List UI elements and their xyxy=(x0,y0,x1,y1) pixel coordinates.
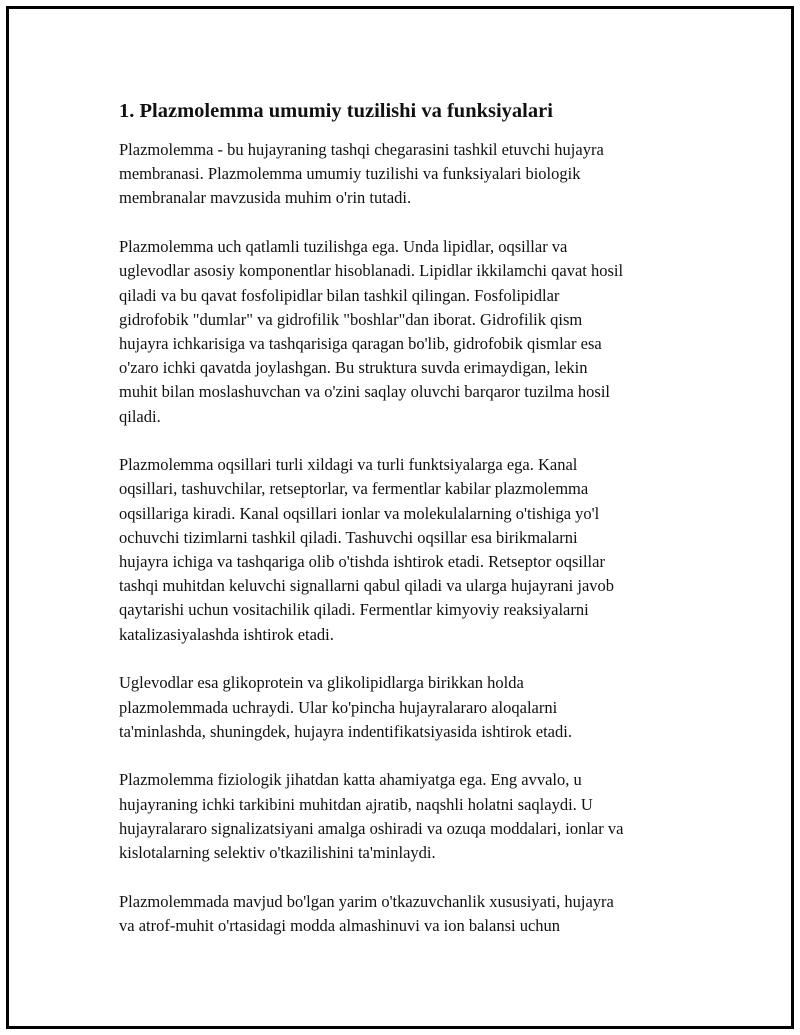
text-line: muhit bilan moslashuvchan va o'zini saqlay oluvchi barqaror tuzilma hosil xyxy=(119,382,610,402)
text-line: katalizasiyalashda ishtirok etadi. xyxy=(119,624,334,644)
text-line: hujayralararo signalizatsiyani amalga oshiradi va ozuqa moddalari, ionlar va xyxy=(119,818,624,838)
text-line: hujayra ichiga va tashqariga olib o'tishda ishtirok etadi. Retseptor oqsillar xyxy=(119,552,605,572)
paragraph-4 xyxy=(119,671,679,744)
text-line: oqsillari, tashuvchilar, retseptorlar, va fermentlar kabilar plazmolemma xyxy=(119,479,589,499)
text-line: membranasi. Plazmolemma umumiy tuzilishi va funksiyalari biologik xyxy=(119,164,581,184)
text-line: hujayra ichkarisiga va tashqarisiga qaragan bo'lib, gidrofobik qismlar esa xyxy=(119,333,602,353)
text-line: o'zaro ichki qavatda joylashgan. Bu struktura suvda erimaydigan, lekin xyxy=(119,358,588,378)
text-line: Uglevodlar esa glikoprotein va glikolipidlarga birikkan holda xyxy=(119,673,524,693)
text-line: va atrof-muhit o'rtasidagi modda almashinuvi va ion balansi uchun xyxy=(119,915,561,935)
paragraph-1 xyxy=(119,138,679,211)
paragraph-3 xyxy=(119,453,679,647)
text-line: qiladi. xyxy=(119,406,161,426)
text-line: Plazmolemma uch qatlamli tuzilishga ega. Unda lipidlar, oqsillar va xyxy=(119,237,568,257)
text-line: hujayraning ichki tarkibini muhitdan ajratib, naqshli holatni saqlaydi. U xyxy=(119,794,593,814)
text-line: plazmolemmada uchraydi. Ular ko'pincha hujayralararo aloqalarni xyxy=(119,697,558,717)
text-line: kislotalarning selektiv o'tkazilishini ta'minlaydi. xyxy=(119,843,436,863)
text-line: Plazmolemma - bu hujayraning tashqi chegarasini tashkil etuvchi hujayra xyxy=(119,140,604,159)
text-line: Plazmolemma fiziologik jihatdan katta ahamiyatga ega. Eng avvalo, u xyxy=(119,770,582,790)
text-line: Plazmolemmada mavjud bo'lgan yarim o'tkazuvchanlik xususiyati, hujayra xyxy=(119,891,614,911)
text-line: oqsillariga kiradi. Kanal oqsillari ionlar va molekulalarning o'tishiga yo'l xyxy=(119,503,600,523)
text-line: ta'minlashda, shuningdek, hujayra indentifikatsiyasida ishtirok etadi. xyxy=(119,721,572,741)
text-line: Plazmolemma oqsillari turli xildagi va turli funktsiyalarga ega. Kanal xyxy=(119,455,578,475)
paragraph-6 xyxy=(119,890,679,938)
text-line: ochuvchi tizimlarni tashkil qiladi. Tashuvchi oqsillar esa birikmalarni xyxy=(119,527,578,547)
text-line: tashqi muhitdan keluvchi signallarni qabul qiladi va ularga hujayrani javob xyxy=(119,576,615,596)
text-line: qaytarishi uchun vositachilik qiladi. Fermentlar kimyoviy reaksiyalarni xyxy=(119,600,589,620)
text-line: gidrofobik "dumlar" va gidrofilik "boshlar"dan iborat. Gidrofilik qism xyxy=(119,309,583,329)
section-heading: 1. Plazmolemma umumiy tuzilishi va funksiyalari xyxy=(119,100,553,122)
text-line: membranalar mavzusida muhim o'rin tutadi. xyxy=(119,188,412,208)
text-line: uglevodlar asosiy komponentlar hisoblanadi. Lipidlar ikkilamchi qavat hosil xyxy=(119,261,624,281)
document-body xyxy=(119,98,679,963)
paragraph-5 xyxy=(119,768,679,865)
text-line: qiladi va bu qavat fosfolipidlar bilan tashkil qilingan. Fosfolipidlar xyxy=(119,285,560,305)
paragraph-2 xyxy=(119,235,679,429)
document-page xyxy=(6,6,794,1029)
